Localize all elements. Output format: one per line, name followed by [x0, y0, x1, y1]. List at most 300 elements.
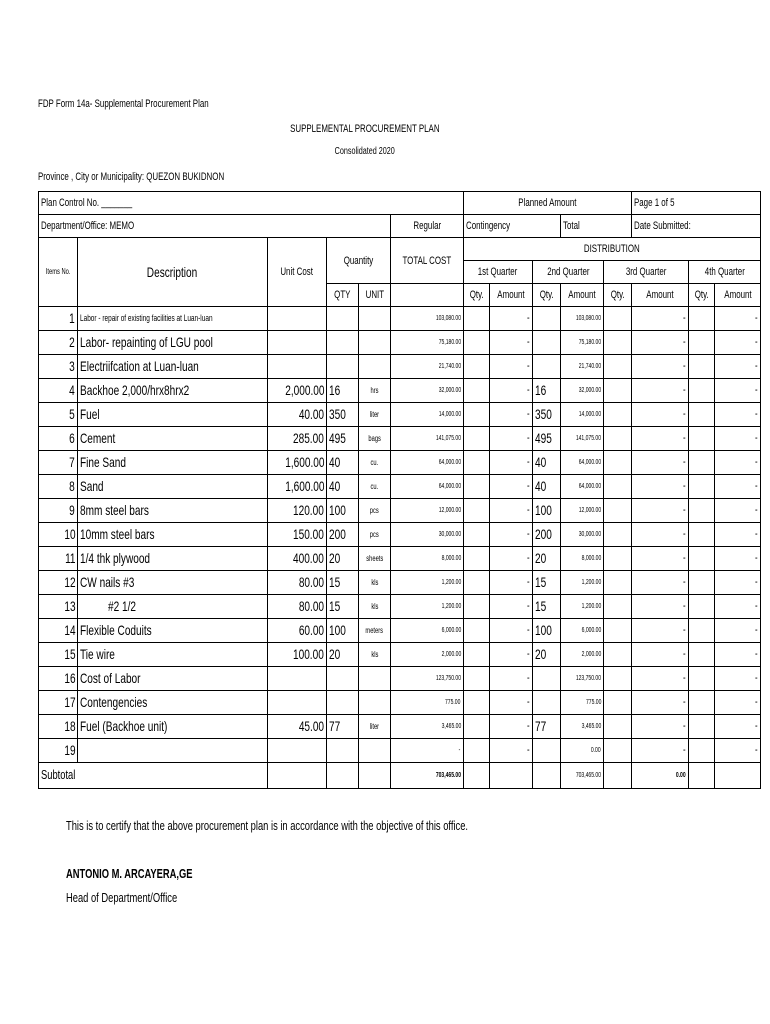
table-row [39, 643, 761, 667]
item-q1-qty [463, 547, 489, 571]
item-q1-amount: - [489, 355, 532, 379]
item-q3-amount: - [632, 619, 689, 643]
total-cost-header: TOTAL COST [391, 238, 464, 284]
item-number: 4 [39, 379, 78, 403]
item-description: Tie wire [78, 643, 267, 667]
item-q1-qty [463, 691, 489, 715]
item-q4-amount: - [715, 571, 761, 595]
item-unit: sheets [359, 547, 391, 571]
item-q4-amount: - [715, 499, 761, 523]
table-row [39, 715, 761, 739]
item-q1-amount: - [489, 667, 532, 691]
item-total-cost: 8,000.00 [391, 547, 464, 571]
table-row [39, 499, 761, 523]
item-q2-amount: 1,200.00 [561, 595, 604, 619]
item-qty: 495 [327, 427, 359, 451]
item-q1-qty [463, 307, 489, 331]
item-number: 15 [39, 643, 78, 667]
item-q1-qty [463, 739, 489, 763]
q3-header: 3rd Quarter [604, 261, 689, 284]
item-total-cost: 2,000.00 [391, 643, 464, 667]
contingency-header: Contingency [463, 215, 560, 238]
q1-amount-header: Amount [489, 284, 532, 307]
item-q1-amount: - [489, 475, 532, 499]
table-row [39, 475, 761, 499]
item-unit: pcs [359, 523, 391, 547]
item-q3-qty [604, 691, 632, 715]
item-q3-qty [604, 643, 632, 667]
item-q1-qty [463, 331, 489, 355]
item-number: 7 [39, 451, 78, 475]
item-q3-qty [604, 355, 632, 379]
item-q1-qty [463, 355, 489, 379]
item-q4-amount: - [715, 331, 761, 355]
item-number: 13 [39, 595, 78, 619]
item-q3-qty [604, 427, 632, 451]
item-unit [359, 331, 391, 355]
item-q4-qty [689, 643, 715, 667]
subtotal-q3-amount: 0.00 [632, 763, 689, 789]
item-unit: liter [359, 403, 391, 427]
item-q3-qty [604, 307, 632, 331]
item-total-cost: 775.00 [391, 691, 464, 715]
item-total-cost: 30,000.00 [391, 523, 464, 547]
subtotal-label: Subtotal [39, 763, 268, 789]
item-unit-cost: 45.00 [267, 715, 327, 739]
item-q1-amount: - [489, 427, 532, 451]
item-q3-qty [604, 499, 632, 523]
item-q3-qty [604, 739, 632, 763]
unit-header: UNIT [359, 284, 391, 307]
department-cell: Department/Office: MEMO [39, 215, 391, 238]
items-no-header: Items No. [39, 238, 78, 307]
item-number: 11 [39, 547, 78, 571]
item-description: Fuel (Backhoe unit) [78, 715, 267, 739]
item-q2-amount: 103,080.00 [561, 307, 604, 331]
table-row [39, 547, 761, 571]
item-q4-qty [689, 355, 715, 379]
table-row [39, 355, 761, 379]
item-description: Sand [78, 475, 267, 499]
item-q4-amount: - [715, 427, 761, 451]
item-unit-cost: 120.00 [267, 499, 327, 523]
consolidated-label: Consolidated 2020 [334, 146, 396, 157]
item-description: Labor- repainting of LGU pool [78, 331, 267, 355]
item-total-cost: 32,000.00 [391, 379, 464, 403]
item-description: Cement [78, 427, 267, 451]
distribution-header: DISTRIBUTION [463, 238, 760, 261]
item-q3-qty [604, 595, 632, 619]
item-q4-qty [689, 619, 715, 643]
item-description: Flexible Coduits [78, 619, 267, 643]
item-description: 10mm steel bars [78, 523, 267, 547]
item-unit: kls [359, 643, 391, 667]
item-q1-amount: - [489, 715, 532, 739]
form-title: FDP Form 14a- Supplemental Procurement Plan [38, 98, 209, 110]
item-number: 5 [39, 403, 78, 427]
item-q4-qty [689, 571, 715, 595]
item-description: Contengencies [78, 691, 267, 715]
item-q2-qty: 495 [532, 427, 560, 451]
item-q4-qty [689, 307, 715, 331]
item-q1-qty [463, 403, 489, 427]
certify-text: This is to certify that the above procurement plan is in accordance with the objective of this office. [66, 818, 468, 833]
item-q4-amount: - [715, 619, 761, 643]
item-number: 14 [39, 619, 78, 643]
item-q4-qty [689, 667, 715, 691]
item-q2-qty: 40 [532, 451, 560, 475]
item-total-cost: 64,000.00 [391, 451, 464, 475]
item-total-cost: 3,465.00 [391, 715, 464, 739]
item-number: 12 [39, 571, 78, 595]
item-unit-cost [267, 667, 327, 691]
item-q4-qty [689, 379, 715, 403]
item-q2-qty: 350 [532, 403, 560, 427]
item-unit-cost [267, 331, 327, 355]
item-q3-amount: - [632, 571, 689, 595]
table-row [39, 595, 761, 619]
date-submitted: Date Submitted: [632, 215, 761, 238]
item-unit: cu. [359, 451, 391, 475]
item-qty [327, 691, 359, 715]
item-q2-amount: 141,075.00 [561, 427, 604, 451]
item-total-cost: 1,200.00 [391, 595, 464, 619]
table-row [39, 523, 761, 547]
table-row [39, 571, 761, 595]
table-row [39, 739, 761, 763]
item-q2-qty [532, 739, 560, 763]
item-q2-qty: 100 [532, 619, 560, 643]
item-q3-amount: - [632, 379, 689, 403]
item-q3-qty [604, 331, 632, 355]
item-total-cost: 103,080.00 [391, 307, 464, 331]
item-unit [359, 739, 391, 763]
item-q2-amount: 21,740.00 [561, 355, 604, 379]
item-q4-amount: - [715, 523, 761, 547]
item-q3-amount: - [632, 499, 689, 523]
item-q1-amount: - [489, 595, 532, 619]
item-q3-qty [604, 403, 632, 427]
item-q3-amount: - [632, 307, 689, 331]
item-q1-qty [463, 667, 489, 691]
item-q2-qty [532, 667, 560, 691]
table-row [39, 379, 761, 403]
item-q2-qty: 20 [532, 547, 560, 571]
item-q3-amount: - [632, 691, 689, 715]
item-q1-amount: - [489, 547, 532, 571]
item-q2-amount: 6,000.00 [561, 619, 604, 643]
q2-qty-header: Qty. [532, 284, 560, 307]
item-unit: kls [359, 571, 391, 595]
item-q1-qty [463, 619, 489, 643]
item-q2-amount: 2,000.00 [561, 643, 604, 667]
item-qty: 20 [327, 643, 359, 667]
item-description: Cost of Labor [78, 667, 267, 691]
item-number: 17 [39, 691, 78, 715]
unit-cost-header: Unit Cost [267, 238, 327, 307]
item-q1-qty [463, 499, 489, 523]
q1-header: 1st Quarter [463, 261, 532, 284]
item-description: Fuel [78, 403, 267, 427]
item-q3-qty [604, 547, 632, 571]
item-q4-qty [689, 451, 715, 475]
q1-qty-header: Qty. [463, 284, 489, 307]
item-q2-qty [532, 355, 560, 379]
item-qty: 40 [327, 475, 359, 499]
item-description: Backhoe 2,000/hrx8hrx2 [78, 379, 267, 403]
item-q3-amount: - [632, 475, 689, 499]
item-number: 1 [39, 307, 78, 331]
item-q1-qty [463, 523, 489, 547]
item-qty: 77 [327, 715, 359, 739]
item-q2-qty: 15 [532, 595, 560, 619]
item-unit [359, 667, 391, 691]
item-q1-amount: - [489, 331, 532, 355]
item-q3-qty [604, 451, 632, 475]
item-q1-amount: - [489, 499, 532, 523]
subtotal-total: 703,465.00 [391, 763, 464, 789]
table-row [39, 451, 761, 475]
item-description: #2 1/2 [78, 595, 267, 619]
item-q2-amount: 75,180.00 [561, 331, 604, 355]
item-unit-cost: 150.00 [267, 523, 327, 547]
plan-control-cell: Plan Control No. _______ [39, 192, 464, 215]
item-unit: liter [359, 715, 391, 739]
item-qty [327, 355, 359, 379]
item-qty: 40 [327, 451, 359, 475]
regular-header: Regular [391, 215, 464, 238]
item-q4-amount: - [715, 643, 761, 667]
item-q2-amount: 64,000.00 [561, 451, 604, 475]
item-q4-qty [689, 475, 715, 499]
item-q3-qty [604, 475, 632, 499]
item-q2-amount: 32,000.00 [561, 379, 604, 403]
item-number: 9 [39, 499, 78, 523]
item-q3-amount: - [632, 355, 689, 379]
quantity-header: Quantity [327, 238, 391, 284]
item-q2-amount: 1,200.00 [561, 571, 604, 595]
item-unit-cost: 400.00 [267, 547, 327, 571]
item-q2-qty: 20 [532, 643, 560, 667]
item-q1-amount: - [489, 523, 532, 547]
item-q4-qty [689, 691, 715, 715]
item-description: 1/4 thk plywood [78, 547, 267, 571]
item-q1-qty [463, 571, 489, 595]
item-q2-qty: 200 [532, 523, 560, 547]
item-q3-amount: - [632, 667, 689, 691]
item-unit: meters [359, 619, 391, 643]
item-q1-qty [463, 643, 489, 667]
q2-amount-header: Amount [561, 284, 604, 307]
page-indicator: Page 1 of 5 [632, 192, 761, 215]
item-qty: 200 [327, 523, 359, 547]
item-qty: 20 [327, 547, 359, 571]
item-number: 2 [39, 331, 78, 355]
item-q3-qty [604, 715, 632, 739]
table-row [39, 403, 761, 427]
item-qty: 15 [327, 595, 359, 619]
q4-amount-header: Amount [715, 284, 761, 307]
item-unit-cost: 1,600.00 [267, 475, 327, 499]
item-q1-amount: - [489, 643, 532, 667]
item-q2-qty: 40 [532, 475, 560, 499]
table-row [39, 331, 761, 355]
item-q4-amount: - [715, 547, 761, 571]
total-header: Total [561, 215, 632, 238]
table-row [39, 619, 761, 643]
item-q3-qty [604, 523, 632, 547]
item-unit-cost [267, 307, 327, 331]
item-q4-qty [689, 595, 715, 619]
item-unit: kls [359, 595, 391, 619]
province-label: Province , City or Municipality: QUEZON BUKIDNON [38, 171, 225, 183]
item-q4-amount: - [715, 739, 761, 763]
item-description: 8mm steel bars [78, 499, 267, 523]
item-number: 18 [39, 715, 78, 739]
item-q4-qty [689, 739, 715, 763]
item-q3-amount: - [632, 595, 689, 619]
item-total-cost: 141,075.00 [391, 427, 464, 451]
item-description: Fine Sand [78, 451, 267, 475]
item-description [78, 739, 267, 763]
item-total-cost: 21,740.00 [391, 355, 464, 379]
item-q3-qty [604, 619, 632, 643]
item-unit-cost: 285.00 [267, 427, 327, 451]
item-description: CW nails #3 [78, 571, 267, 595]
item-q1-amount: - [489, 691, 532, 715]
item-q3-qty [604, 667, 632, 691]
q4-header: 4th Quarter [689, 261, 761, 284]
item-q4-amount: - [715, 595, 761, 619]
item-number: 6 [39, 427, 78, 451]
description-header: Description [78, 238, 267, 307]
item-q4-qty [689, 331, 715, 355]
item-unit: pcs [359, 499, 391, 523]
item-q1-qty [463, 379, 489, 403]
item-qty: 16 [327, 379, 359, 403]
item-q1-amount: - [489, 379, 532, 403]
item-q3-amount: - [632, 547, 689, 571]
q4-qty-header: Qty. [689, 284, 715, 307]
item-q1-amount: - [489, 451, 532, 475]
item-q1-qty [463, 715, 489, 739]
item-unit [359, 355, 391, 379]
table-row [39, 427, 761, 451]
item-q2-qty: 15 [532, 571, 560, 595]
item-q2-amount: 8,000.00 [561, 547, 604, 571]
item-q3-amount: - [632, 331, 689, 355]
item-number: 10 [39, 523, 78, 547]
item-q4-qty [689, 715, 715, 739]
item-q1-amount: - [489, 739, 532, 763]
q3-qty-header: Qty. [604, 284, 632, 307]
signatory-name: ANTONIO M. ARCAYERA,GE [66, 866, 193, 881]
item-total-cost: 14,000.00 [391, 403, 464, 427]
item-total-cost: 64,000.00 [391, 475, 464, 499]
item-qty: 100 [327, 619, 359, 643]
procurement-table [38, 191, 761, 789]
item-q2-amount: 14,000.00 [561, 403, 604, 427]
item-q4-qty [689, 427, 715, 451]
item-q1-amount: - [489, 403, 532, 427]
item-unit: cu. [359, 475, 391, 499]
item-q3-amount: - [632, 451, 689, 475]
item-q1-qty [463, 475, 489, 499]
item-total-cost: - [391, 739, 464, 763]
item-q1-amount: - [489, 619, 532, 643]
item-q3-amount: - [632, 523, 689, 547]
item-q2-amount: 30,000.00 [561, 523, 604, 547]
item-q4-qty [689, 403, 715, 427]
item-q2-amount: 3,465.00 [561, 715, 604, 739]
item-q4-amount: - [715, 691, 761, 715]
item-description: Labor - repair of existing facilities at Luan-luan [78, 307, 267, 331]
item-q3-amount: - [632, 643, 689, 667]
item-q3-amount: - [632, 403, 689, 427]
plan-title: SUPPLEMENTAL PROCUREMENT PLAN [290, 123, 440, 135]
item-q1-qty [463, 451, 489, 475]
item-number: 3 [39, 355, 78, 379]
item-number: 16 [39, 667, 78, 691]
item-q1-amount: - [489, 307, 532, 331]
item-total-cost: 6,000.00 [391, 619, 464, 643]
item-number: 19 [39, 739, 78, 763]
q2-header: 2nd Quarter [532, 261, 603, 284]
item-unit-cost: 100.00 [267, 643, 327, 667]
item-qty [327, 667, 359, 691]
item-q2-amount: 12,000.00 [561, 499, 604, 523]
item-description: Electriifcation at Luan-luan [78, 355, 267, 379]
item-q4-amount: - [715, 307, 761, 331]
item-q3-qty [604, 379, 632, 403]
table-row [39, 307, 761, 331]
table-row [39, 667, 761, 691]
item-q4-amount: - [715, 379, 761, 403]
item-unit-cost: 1,600.00 [267, 451, 327, 475]
item-q1-amount: - [489, 571, 532, 595]
item-q2-qty [532, 691, 560, 715]
item-q3-amount: - [632, 427, 689, 451]
item-q3-amount: - [632, 739, 689, 763]
item-q4-amount: - [715, 475, 761, 499]
item-total-cost: 123,750.00 [391, 667, 464, 691]
item-unit-cost: 2,000.00 [267, 379, 327, 403]
item-unit-cost: 60.00 [267, 619, 327, 643]
table-row [39, 691, 761, 715]
item-q4-qty [689, 523, 715, 547]
item-qty: 350 [327, 403, 359, 427]
item-unit-cost [267, 691, 327, 715]
item-q4-amount: - [715, 715, 761, 739]
item-total-cost: 1,200.00 [391, 571, 464, 595]
item-q4-qty [689, 547, 715, 571]
planned-amount-header: Planned Amount [463, 192, 631, 215]
subtotal-row [39, 763, 761, 789]
qty-header: QTY [327, 284, 359, 307]
item-q3-qty [604, 571, 632, 595]
item-unit-cost [267, 739, 327, 763]
item-q4-amount: - [715, 403, 761, 427]
item-q4-qty [689, 499, 715, 523]
item-qty [327, 331, 359, 355]
item-q1-qty [463, 595, 489, 619]
item-q2-amount: 775.00 [561, 691, 604, 715]
item-q2-qty: 100 [532, 499, 560, 523]
item-q2-qty [532, 331, 560, 355]
item-qty [327, 307, 359, 331]
item-unit [359, 307, 391, 331]
item-q4-amount: - [715, 355, 761, 379]
